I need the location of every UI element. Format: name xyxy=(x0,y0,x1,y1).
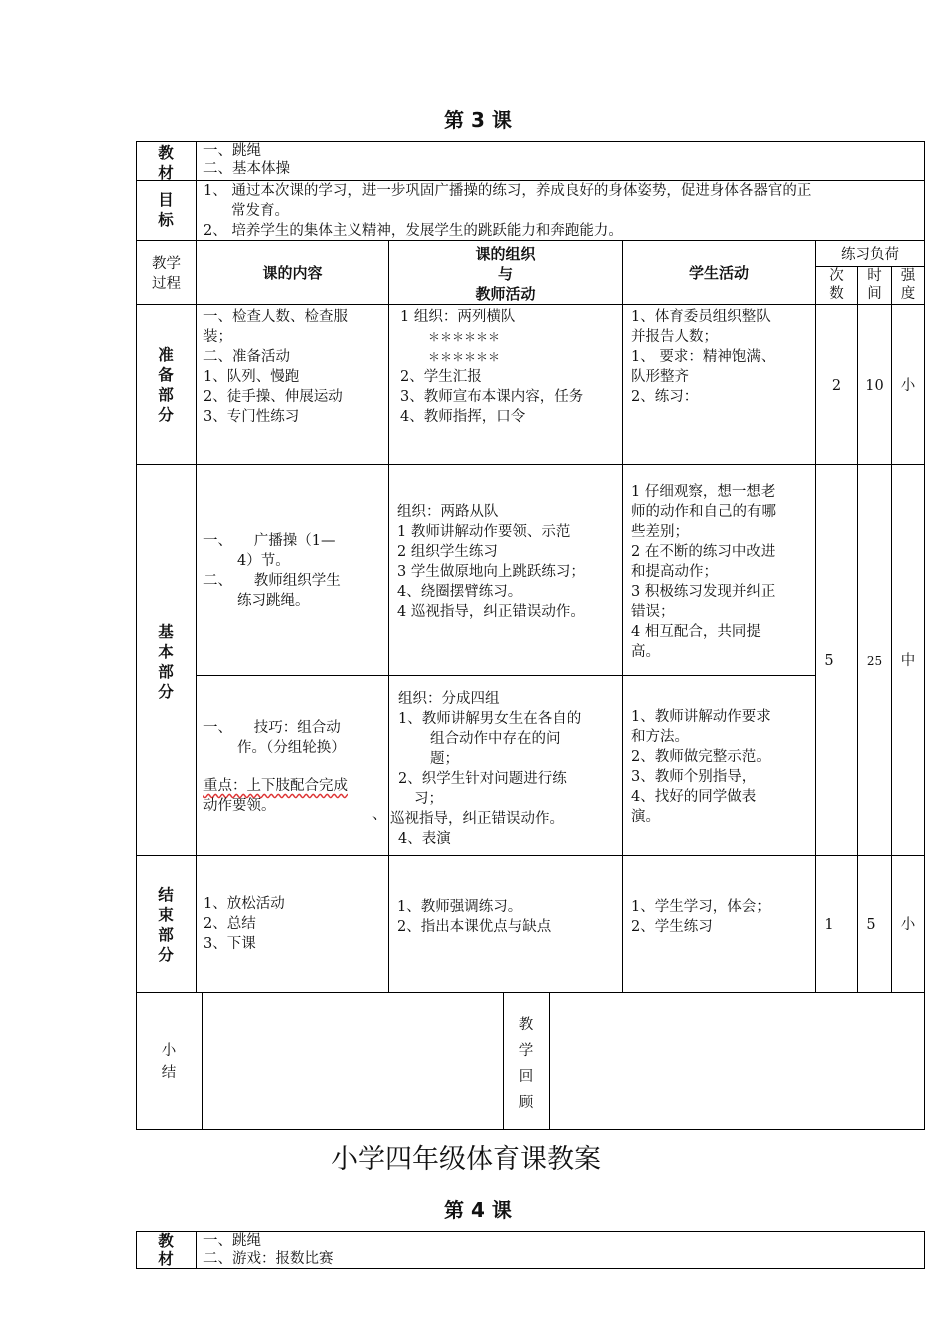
prep-student: 1、体育委员组织整队 并报告人数； 1、 要求：精神饱满、 队形整齐 2、练习： xyxy=(631,309,776,405)
basic-b-org: 组织：分成四组 1、教师讲解男女生在各自的 组合动作中存在的问 题； 2、织学生针对问题进行练 习； 巡视指导，纠正错误动作。 4、表演 xyxy=(390,691,582,847)
jiaocai-label: 教 材 xyxy=(158,144,174,182)
header-content: 课的内容 xyxy=(262,264,323,282)
basic-times: 5 xyxy=(824,653,834,669)
end-org: 1、教师强调练习。 2、指出本课优点与缺点 xyxy=(397,899,552,935)
header-load: 练习负荷 xyxy=(841,247,899,263)
prep-time: 10 xyxy=(865,378,884,394)
prep-org: 1 组织：两列横队 ＊＊＊＊＊＊ ＊＊＊＊＊＊ 2、学生汇报 3、教师宣布本课内容，任务 4、教师指挥，口令 xyxy=(400,309,584,425)
basic-b-student: 1、教师讲解动作要求 和方法。 2、教师做完整示范。 3、教师个别指导， 4、找好的同学做表 演。 xyxy=(631,709,771,825)
basic-a-org: 组织：两路从队 1 教师讲解动作要领、示范 2 组织学生练习 3 学生做原地向上跳跃练习； 4、绕圈摆臂练习。 4 巡视指导，纠正错误动作。 xyxy=(397,504,585,620)
end-label: 结 束 部 分 xyxy=(158,886,174,964)
lesson3-title: 第 3 课 xyxy=(444,108,512,132)
prep-label: 准 备 部 分 xyxy=(158,346,174,424)
header-process: 教学 过程 xyxy=(152,256,181,292)
jiaocai-items: 一、跳绳 二、基本体操 xyxy=(203,143,290,177)
basic-time: 25 xyxy=(866,654,883,668)
prep-times: 2 xyxy=(831,378,842,394)
basic-a-student: 1 仔细观察，想一想老 师的动作和自己的有哪 些差别； 2 在不断的练习中改进 和提高动作； 3 积极练习发现并纠正 错误； 4 相互配合，共同提 高。 xyxy=(631,484,776,660)
review-label: 教 学 回 顾 xyxy=(518,1017,534,1111)
prep-content: 一、检查人数、检查服 装； 二、准备活动 1、队列、慢跑 2、徒手操、伸展运动 3、专门性练习 xyxy=(203,309,348,425)
header-student: 学生活动 xyxy=(688,264,749,282)
basic-b-content: 一、 技巧：组合动 作。（分组轮换） 重点：上下肢配合完成 动作要领。 xyxy=(203,720,348,814)
header-time: 时 间 xyxy=(867,268,882,302)
summary-label: 小 结 xyxy=(161,1043,177,1081)
lesson4-title: 第 4 课 xyxy=(444,1198,512,1222)
goals: 1、 通过本次课的学习，进一步巩固广播操的练习，养成良好的身体姿势，促进身体各器官的正 常发育。 2、 培养学生的集体主义精神，发展学生的跳跃能力和奔跑能力。 xyxy=(203,183,812,239)
end-times: 1 xyxy=(824,917,834,933)
basic-a-content: 一、 广播操（1— 4）节。 二、 教师组织学生 练习跳绳。 xyxy=(203,533,341,609)
mubiao-label: 目 标 xyxy=(158,191,174,229)
header-intensity: 强 度 xyxy=(900,268,916,302)
lesson4-jiaocai-items: 一、跳绳 二、游戏：报数比赛 xyxy=(203,1233,334,1267)
header-org: 课的组织 与 教师活动 xyxy=(475,245,536,303)
lesson4-jiaocai-label: 教 材 xyxy=(158,1232,174,1268)
header-times: 次 数 xyxy=(829,268,844,302)
end-student: 1、学生学习，体会； 2、学生练习 xyxy=(631,899,771,935)
end-content: 1、放松活动 2、总结 3、下课 xyxy=(203,896,285,952)
prep-intensity: 小 xyxy=(900,378,916,394)
end-time: 5 xyxy=(866,917,876,933)
doc-title: 小学四年级体育课教案 xyxy=(331,1144,601,1175)
basic-label: 基 本 部 分 xyxy=(158,623,174,701)
basic-b-content-mark: 、 xyxy=(372,807,387,823)
end-intensity: 小 xyxy=(900,917,916,933)
basic-intensity: 中 xyxy=(900,653,916,669)
